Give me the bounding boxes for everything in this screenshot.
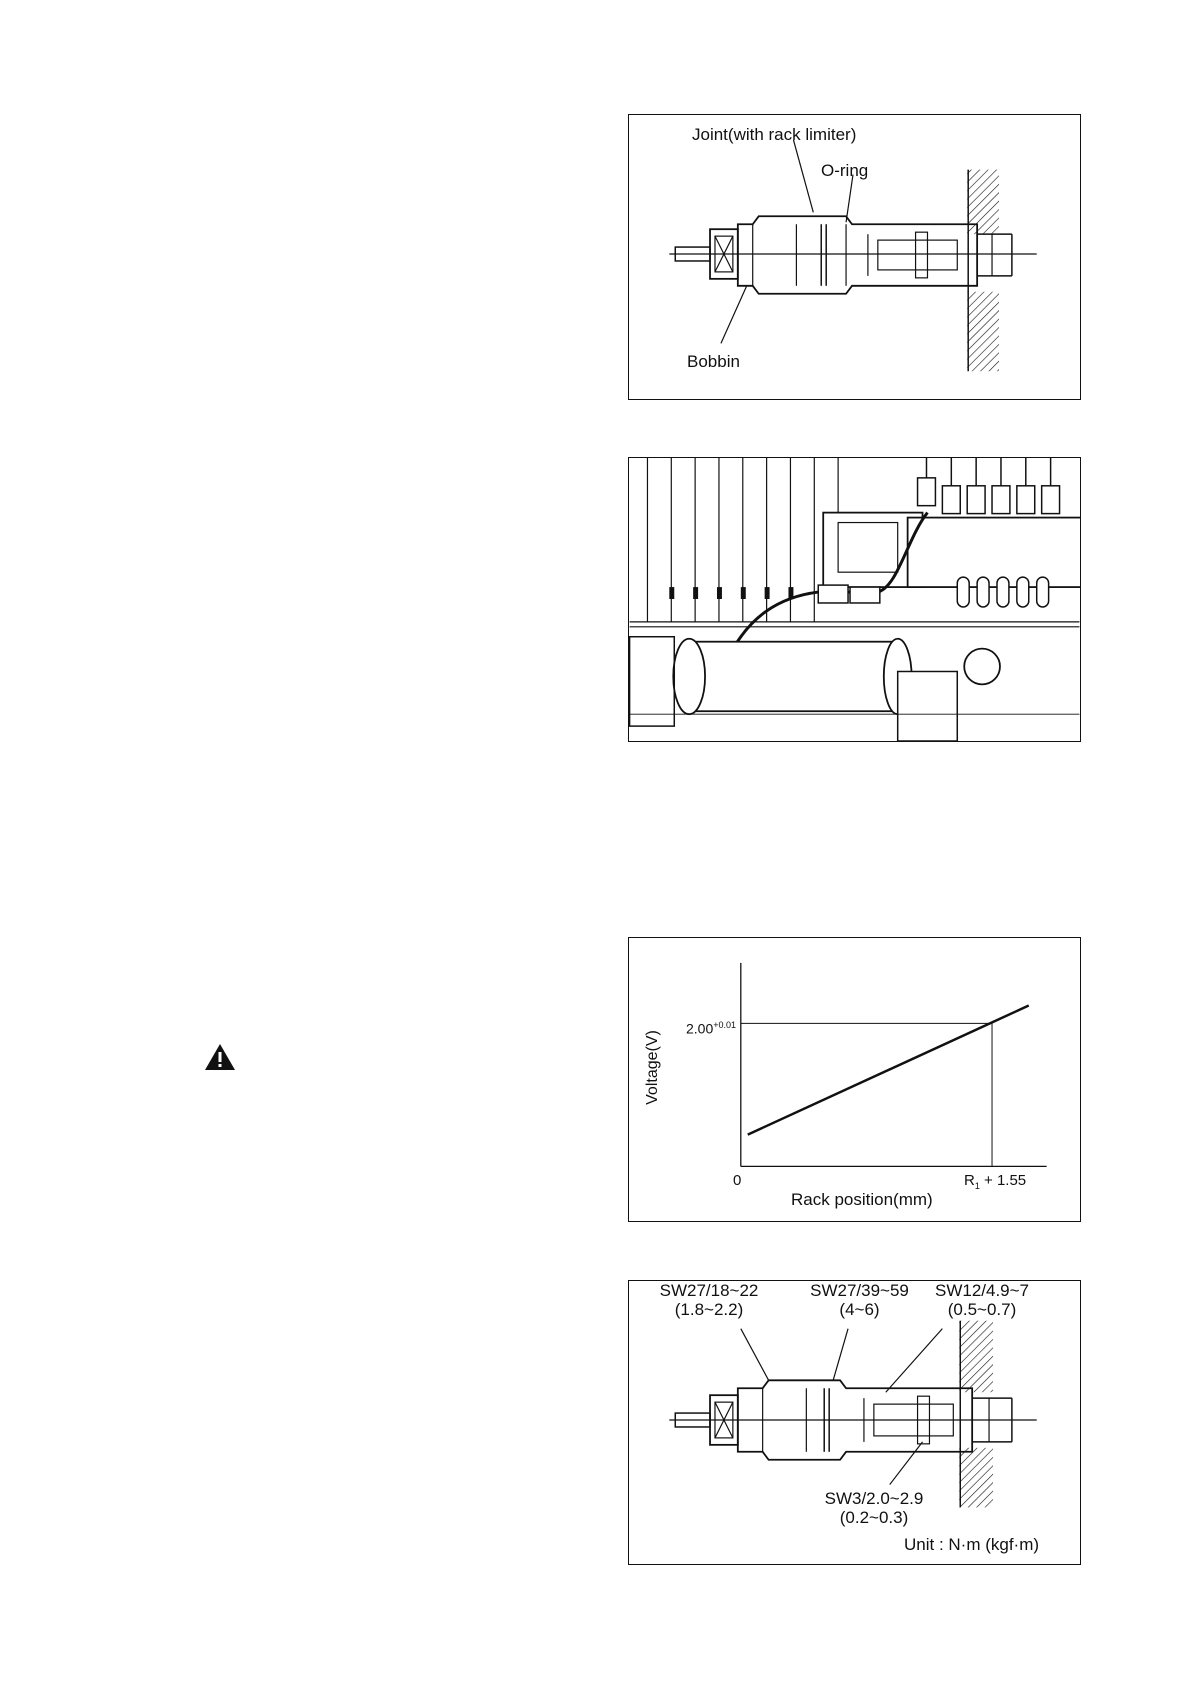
x-origin-label: 0 <box>733 1172 742 1189</box>
sw2-line1: SW27/39~59 <box>810 1281 909 1300</box>
warning-triangle-icon <box>204 1043 236 1071</box>
sw4-line2: (0.2~0.3) <box>839 1508 909 1527</box>
sw4-line1: SW3/2.0~2.9 <box>824 1489 924 1508</box>
sw2-line2: (4~6) <box>839 1300 880 1319</box>
voltage-line <box>748 1006 1029 1135</box>
sw1-label <box>659 1281 759 1319</box>
figure-torque-assembly <box>628 1280 1081 1565</box>
x-mark-rest: + 1.55 <box>979 1172 1027 1189</box>
sw2-label <box>807 1281 912 1319</box>
bobbin-label: Bobbin <box>687 352 740 371</box>
o-ring-label: O-ring <box>821 161 869 180</box>
sw1-line1: SW27/18~22 <box>659 1281 759 1300</box>
x-mark-label <box>964 1171 1026 1196</box>
sw3-label <box>932 1281 1032 1319</box>
x-mark-sub: 1 <box>974 1181 980 1191</box>
figure-joint-assembly <box>628 114 1081 400</box>
injection-pump-illustration <box>629 458 1080 741</box>
sw1-line2: (1.8~2.2) <box>674 1300 744 1319</box>
sw4-label <box>819 1489 929 1527</box>
figure-voltage-chart <box>628 937 1081 1222</box>
y-mark-value: 2.00 <box>686 1020 714 1037</box>
sw3-line2: (0.5~0.7) <box>947 1300 1017 1319</box>
unit-label: Unit : N·m (kgf·m) <box>904 1535 1040 1554</box>
y-mark-tolerance: +0.01 <box>713 1020 737 1030</box>
figure-pump-photo <box>628 457 1081 742</box>
y-axis-label: Voltage(V) <box>643 1030 661 1105</box>
y-mark-label <box>686 1016 736 1039</box>
x-axis-label: Rack position(mm) <box>791 1190 933 1209</box>
sw3-line1: SW12/4.9~7 <box>934 1281 1030 1300</box>
x-mark-r: R <box>964 1172 975 1189</box>
joint-label: Joint(with rack limiter) <box>692 125 857 144</box>
